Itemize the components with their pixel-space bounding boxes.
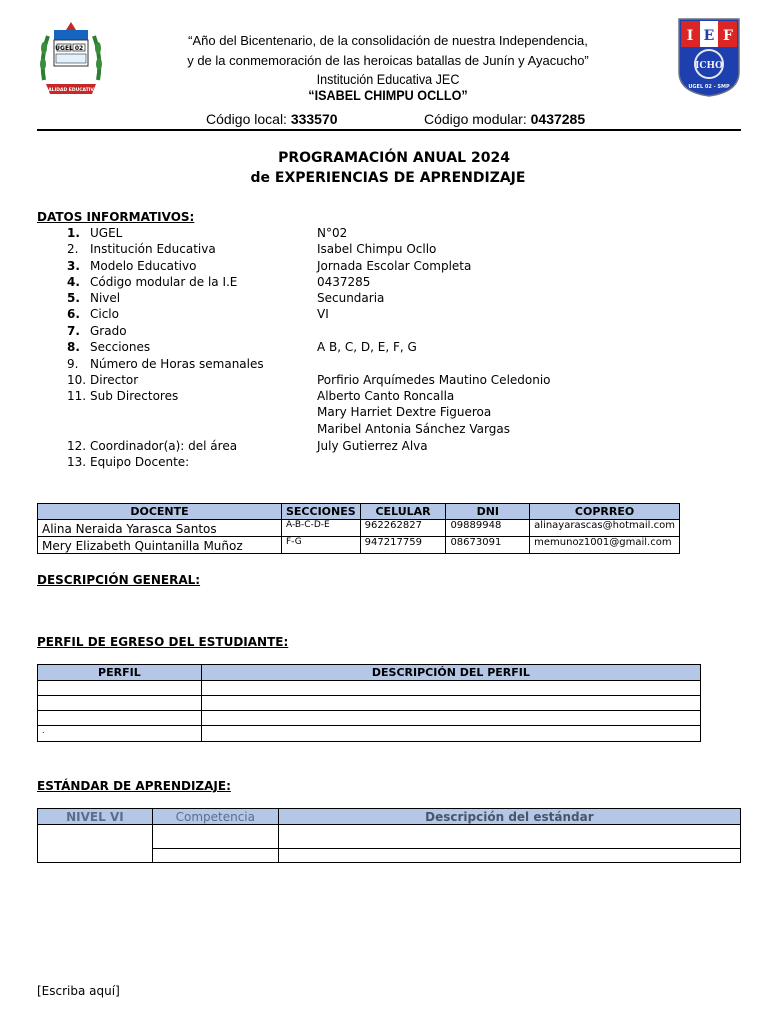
estandar-heading: ESTÁNDAR DE APRENDIZAJE:	[37, 779, 231, 793]
docentes-header-celular: CELULAR	[360, 504, 446, 520]
docente-secciones: A-B-C-D-E	[282, 520, 361, 537]
table-row	[38, 825, 741, 849]
codigo-modular	[424, 111, 585, 127]
estandar-header-descripcion: Descripción del estándar	[278, 809, 740, 825]
school-name: “ISABEL CHIMPU OCLLO”	[308, 87, 468, 103]
docentes-header-correo: COPRREO	[530, 504, 680, 520]
docente-celular: 962262827	[360, 520, 446, 537]
perfil-header-perfil: PERFIL	[38, 665, 202, 681]
footer-placeholder[interactable]: [Escriba aquí]	[37, 984, 120, 998]
school-shield-logo	[676, 16, 742, 98]
docente-name: Alina Neraida Yarasca Santos	[38, 520, 282, 537]
ugel-logo-number: 02	[74, 45, 84, 52]
shield-bottom-text: UGEL 02 - SMP	[688, 84, 730, 90]
codigo-local	[206, 111, 338, 127]
table-row	[38, 726, 701, 742]
docente-email: memunoz1001@gmail.com	[530, 537, 680, 554]
perfil-table	[37, 664, 701, 742]
docente-dni: 09889948	[446, 520, 530, 537]
docente-celular: 947217759	[360, 537, 446, 554]
shield-letter-1: I	[686, 28, 694, 44]
codigo-local-label: Código local:	[206, 111, 291, 127]
docentes-header-docente: DOCENTE	[38, 504, 282, 520]
table-row	[38, 711, 701, 726]
header-divider	[37, 129, 741, 131]
estandar-header-nivel: NIVEL VI	[38, 809, 153, 825]
ugel-logo-text: UGEL	[55, 45, 73, 52]
docente-name: Mery Elizabeth Quintanilla Muñoz	[38, 537, 282, 554]
institution-name: Institución Educativa JEC	[316, 71, 460, 87]
header-line-1: “Año del Bicentenario, de la consolidación de nuestra Independencia,	[188, 33, 588, 48]
codigo-local-value: 333570	[290, 111, 338, 127]
shield-monogram: ICHO	[695, 61, 723, 71]
estandar-header-competencia: Competencia	[152, 809, 278, 825]
perfil-row-mark: .	[38, 726, 202, 742]
document-title: PROGRAMACIÓN ANUAL 2024	[278, 150, 510, 166]
shield-letter-3: F	[723, 28, 733, 44]
header-line-2: y de la conmemoración de las heroicas batallas de Junín y Ayacucho”	[187, 53, 589, 68]
docentes-table	[37, 503, 680, 554]
ugel-logo	[38, 20, 104, 102]
datos-heading: DATOS INFORMATIVOS:	[37, 210, 195, 224]
descripcion-heading: DESCRIPCIÓN GENERAL:	[37, 573, 201, 587]
document-subtitle: de EXPERIENCIAS DE APRENDIZAJE	[250, 170, 526, 186]
docentes-header-secciones: SECCIONES	[282, 504, 361, 520]
table-row	[38, 696, 701, 711]
table-row	[38, 520, 680, 537]
estandar-table	[37, 808, 741, 863]
table-row	[38, 537, 680, 554]
perfil-heading: PERFIL DE EGRESO DEL ESTUDIANTE:	[37, 635, 289, 649]
docente-secciones: F-G	[282, 537, 361, 554]
shield-letter-2: E	[703, 28, 715, 44]
docente-dni: 08673091	[446, 537, 530, 554]
perfil-header-descripcion: DESCRIPCIÓN DEL PERFIL	[201, 665, 700, 681]
codigo-modular-label: Código modular:	[424, 111, 531, 127]
table-row	[38, 681, 701, 696]
codigo-modular-value: 0437285	[530, 111, 586, 127]
docentes-header-dni: DNI	[446, 504, 530, 520]
ugel-logo-ribbon: CALIDAD EDUCATIVA	[44, 88, 98, 93]
docente-email: alinayarascas@hotmail.com	[530, 520, 680, 537]
